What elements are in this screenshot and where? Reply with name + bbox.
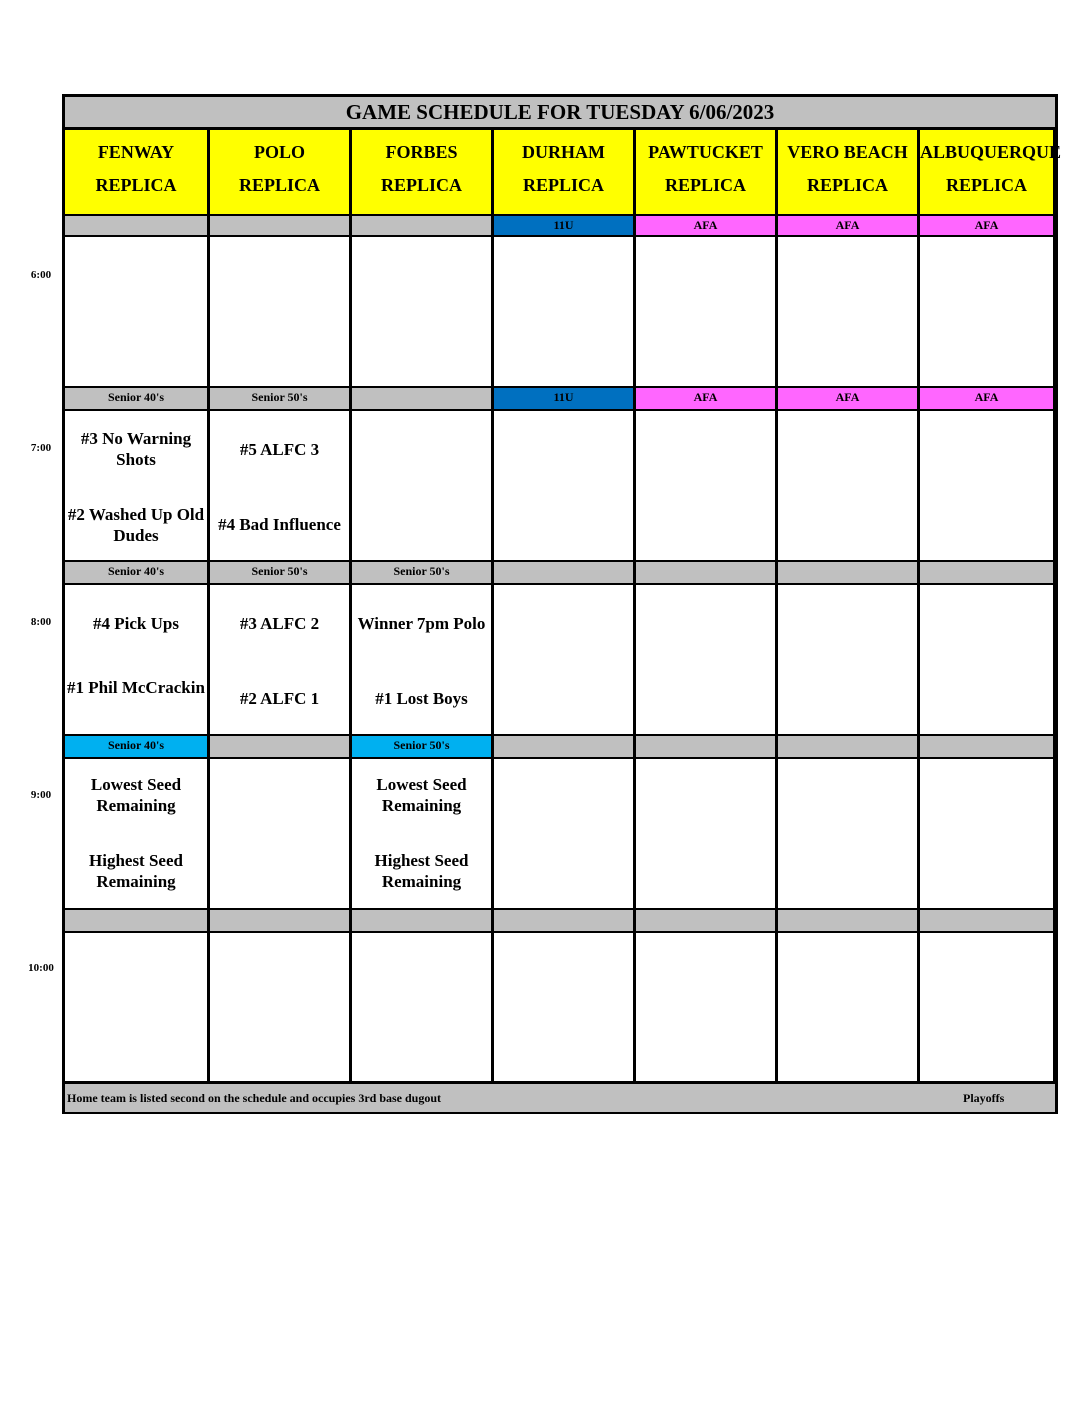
game-cell — [633, 585, 775, 734]
game-cell — [207, 759, 349, 908]
away-team: #3 ALFC 2 — [239, 614, 320, 633]
home-team: #2 Washed Up Old Dudes — [67, 505, 205, 545]
division-label: Senior 50's — [349, 560, 491, 585]
field-header-forbes: FORBES REPLICA — [349, 130, 491, 214]
division-label: AFA — [775, 214, 917, 237]
field-header-polo: POLO REPLICA — [207, 130, 349, 214]
game-cell — [65, 759, 207, 908]
division-label — [491, 908, 633, 933]
division-label — [207, 214, 349, 237]
time-label-1000: 10:00 — [28, 962, 54, 974]
division-label: Senior 50's — [207, 560, 349, 585]
division-label — [633, 560, 775, 585]
game-cell — [917, 411, 1053, 560]
field-header-pawtucket: PAWTUCKET REPLICA — [633, 130, 775, 214]
game-row-1000 — [65, 933, 1055, 1081]
division-label — [207, 734, 349, 759]
division-label — [633, 908, 775, 933]
schedule-table — [62, 94, 1062, 1114]
away-team: Lowest Seed Remaining — [376, 775, 467, 815]
game-cell — [491, 933, 633, 1081]
field-header-albuquerque: ALBUQUERQUE REPLICA — [917, 130, 1053, 214]
division-label — [917, 734, 1053, 759]
division-label — [633, 734, 775, 759]
division-label — [491, 734, 633, 759]
game-cell — [349, 411, 491, 560]
home-team: #2 ALFC 1 — [239, 689, 320, 708]
division-label: AFA — [917, 214, 1053, 237]
game-cell — [349, 759, 491, 908]
game-cell — [917, 759, 1053, 908]
time-label-900: 9:00 — [30, 789, 52, 801]
game-cell — [491, 411, 633, 560]
game-cell — [633, 759, 775, 908]
division-label — [349, 908, 491, 933]
field-header-fenway: FENWAY REPLICA — [65, 130, 207, 214]
game-cell — [775, 585, 917, 734]
game-cell — [633, 237, 775, 386]
game-cell — [491, 585, 633, 734]
game-cell — [349, 585, 491, 734]
schedule-title: GAME SCHEDULE FOR TUESDAY 6/06/2023 — [65, 97, 1055, 127]
game-cell — [775, 237, 917, 386]
game-cell — [65, 411, 207, 560]
division-row-600 — [65, 214, 1055, 237]
game-cell — [207, 411, 349, 560]
division-label: 11U — [491, 214, 633, 237]
division-label — [207, 908, 349, 933]
game-row-900 — [65, 759, 1055, 908]
division-label — [491, 560, 633, 585]
division-label: AFA — [775, 386, 917, 411]
division-row-800 — [65, 560, 1055, 585]
home-team-note: Home team is listed second on the schedule and occupies 3rd base dugout — [67, 1091, 442, 1105]
game-cell — [491, 237, 633, 386]
division-label — [65, 214, 207, 237]
division-label: AFA — [633, 214, 775, 237]
division-label: Senior 40's — [65, 386, 207, 411]
game-cell — [207, 237, 349, 386]
game-cell — [633, 411, 775, 560]
game-cell — [207, 585, 349, 734]
away-team: #4 Pick Ups — [93, 614, 179, 633]
home-team: #1 Lost Boys — [375, 689, 468, 708]
division-label: Senior 50's — [207, 386, 349, 411]
away-team: #3 No Warning Shots — [80, 429, 192, 469]
division-label — [775, 908, 917, 933]
home-team: #4 Bad Influence — [218, 515, 341, 534]
division-row-700 — [65, 386, 1055, 411]
away-team: Lowest Seed Remaining — [90, 775, 182, 815]
division-label: 11U — [491, 386, 633, 411]
home-team: Highest Seed Remaining — [374, 851, 469, 891]
game-cell — [349, 237, 491, 386]
field-header-vero-beach: VERO BEACH REPLICA — [775, 130, 917, 214]
away-team: #5 ALFC 3 — [239, 440, 320, 459]
division-row-1000 — [65, 908, 1055, 933]
game-cell — [491, 759, 633, 908]
time-label-600: 6:00 — [30, 269, 52, 281]
game-cell — [917, 933, 1053, 1081]
time-label-800: 8:00 — [30, 616, 52, 628]
division-label — [349, 214, 491, 237]
division-label — [349, 386, 491, 411]
game-row-700 — [65, 411, 1055, 560]
game-cell — [65, 585, 207, 734]
schedule-footer — [65, 1084, 1055, 1112]
game-cell — [207, 933, 349, 1081]
time-label-700: 7:00 — [30, 442, 52, 454]
playoffs-legend: Playoffs — [963, 1091, 1005, 1105]
division-label — [775, 560, 917, 585]
division-label — [917, 560, 1053, 585]
division-label — [775, 734, 917, 759]
game-cell — [917, 237, 1053, 386]
home-team: Highest Seed Remaining — [89, 851, 183, 891]
game-cell — [633, 933, 775, 1081]
game-row-600 — [65, 237, 1055, 386]
game-cell — [775, 759, 917, 908]
division-label — [917, 908, 1053, 933]
field-header-row — [65, 127, 1062, 214]
game-cell — [65, 237, 207, 386]
division-label: AFA — [917, 386, 1053, 411]
game-cell — [349, 933, 491, 1081]
home-team: #1 Phil McCrackin — [67, 678, 205, 697]
game-cell — [65, 933, 207, 1081]
division-label: Senior 50's — [349, 734, 491, 759]
game-cell — [917, 585, 1053, 734]
division-label: Senior 40's — [65, 560, 207, 585]
game-row-800 — [65, 585, 1055, 734]
division-label: Senior 40's — [65, 734, 207, 759]
division-label: AFA — [633, 386, 775, 411]
field-header-durham: DURHAM REPLICA — [491, 130, 633, 214]
division-label — [65, 908, 207, 933]
game-cell — [775, 933, 917, 1081]
away-team: Winner 7pm Polo — [357, 614, 486, 633]
game-cell — [775, 411, 917, 560]
division-row-900 — [65, 734, 1055, 759]
